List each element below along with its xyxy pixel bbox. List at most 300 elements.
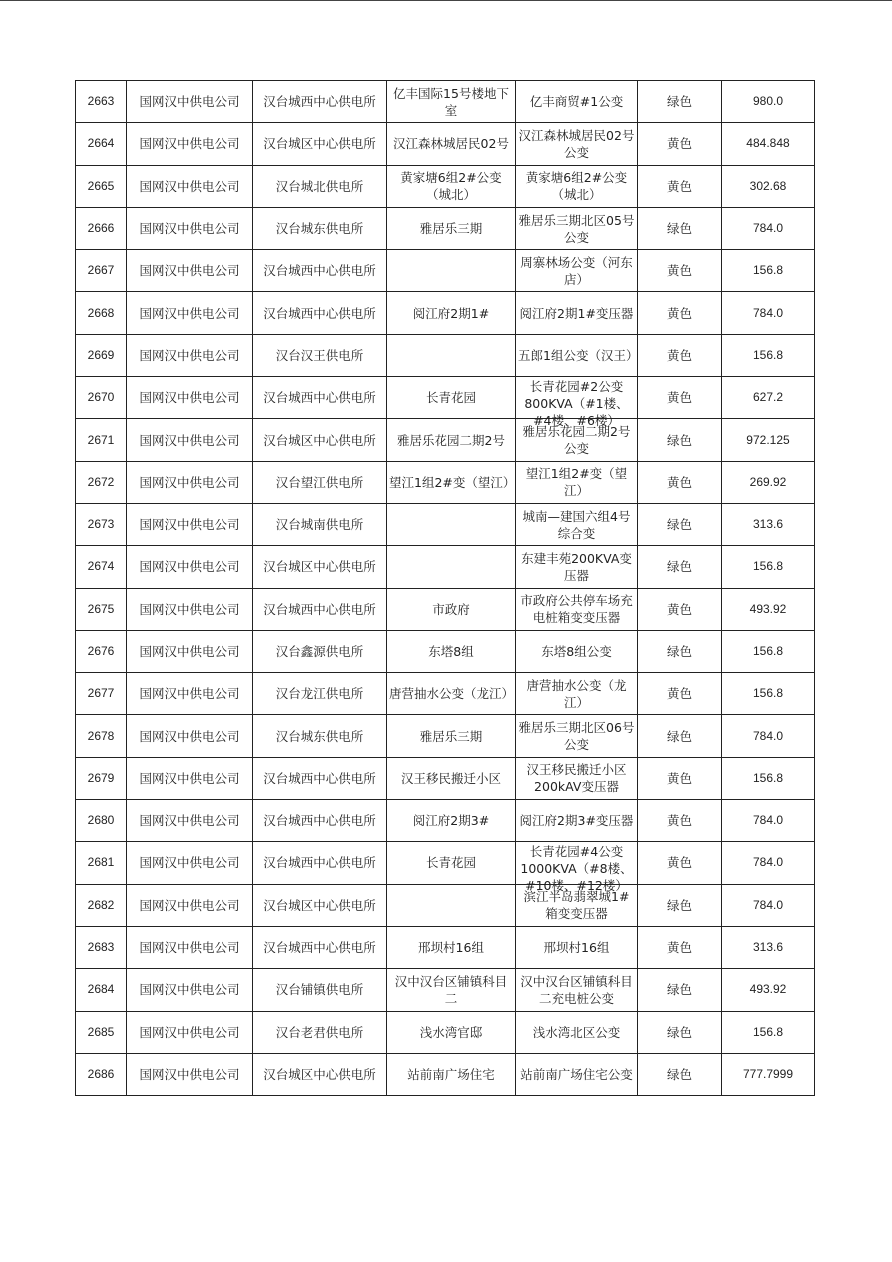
company-cell xyxy=(127,757,253,799)
row-number-cell xyxy=(76,377,127,419)
table-row xyxy=(76,1053,815,1095)
row-number-cell xyxy=(76,757,127,799)
row-number-cell-text: 2682 xyxy=(87,897,115,912)
site-cell xyxy=(387,842,516,884)
site-cell xyxy=(387,292,516,334)
supply-station-cell xyxy=(253,546,387,588)
row-number-cell-text: 2683 xyxy=(87,940,115,955)
capacity-value-cell-text: 156.8 xyxy=(752,559,784,574)
status-level-cell xyxy=(638,842,722,884)
transformer-cell xyxy=(516,419,638,461)
transformer-cell xyxy=(516,926,638,968)
row-number-cell-text: 2664 xyxy=(87,136,115,151)
status-level-cell xyxy=(638,81,722,123)
capacity-value-cell xyxy=(722,969,815,1011)
transformer-cell xyxy=(516,546,638,588)
status-level-cell xyxy=(638,969,722,1011)
capacity-value-cell xyxy=(722,207,815,249)
row-number-cell-text: 2668 xyxy=(87,305,115,320)
site-cell-text: 阅江府2期1# xyxy=(412,305,490,321)
transformer-cell xyxy=(516,123,638,165)
row-number-cell xyxy=(76,250,127,292)
company-cell-text: 国网汉中供电公司 xyxy=(139,1066,240,1082)
transformer-cell-text: 长青花园#2公变800KVA（#1楼、#4楼、#6楼） xyxy=(524,378,629,428)
row-number-cell xyxy=(76,419,127,461)
capacity-value-cell-text: 784.0 xyxy=(752,897,784,912)
site-cell xyxy=(387,884,516,926)
site-cell-text: 浅水湾官邸 xyxy=(419,1024,483,1040)
status-level-cell xyxy=(638,715,722,757)
transformer-cell-text: 东塔8组公变 xyxy=(541,644,612,659)
supply-station-cell-text: 汉台龙江供电所 xyxy=(275,686,364,702)
row-number-cell xyxy=(76,503,127,545)
capacity-value-cell-text: 156.8 xyxy=(752,770,784,785)
capacity-value-cell-text: 784.0 xyxy=(752,221,784,236)
transformer-cell xyxy=(516,207,638,249)
table-row xyxy=(76,292,815,334)
capacity-value-cell-text: 980.0 xyxy=(752,94,784,109)
row-number-cell-text: 2666 xyxy=(87,221,115,236)
status-level-cell xyxy=(638,250,722,292)
status-level-cell xyxy=(638,673,722,715)
row-number-cell-text: 2672 xyxy=(87,474,115,489)
status-level-cell xyxy=(638,546,722,588)
site-cell xyxy=(387,969,516,1011)
site-cell-text: 阅江府2期3# xyxy=(412,813,490,829)
row-number-cell-text: 2680 xyxy=(87,813,115,828)
site-cell-text: 雅居乐花园二期2号 xyxy=(397,432,505,448)
supply-station-cell xyxy=(253,503,387,545)
supply-station-cell-text: 汉台城北供电所 xyxy=(275,178,364,194)
supply-station-cell xyxy=(253,419,387,461)
capacity-value-cell xyxy=(722,630,815,672)
supply-station-cell-text: 汉台城区中心供电所 xyxy=(263,136,376,152)
status-level-cell-text: 黄色 xyxy=(666,813,692,829)
site-cell-text: 长青花园 xyxy=(425,390,476,406)
transformer-cell xyxy=(516,165,638,207)
capacity-value-cell xyxy=(722,292,815,334)
site-cell-text: 望江1组2#变（望江） xyxy=(389,474,516,490)
capacity-value-cell-text: 302.68 xyxy=(749,178,787,193)
company-cell-text: 国网汉中供电公司 xyxy=(139,263,240,279)
capacity-value-cell xyxy=(722,250,815,292)
row-number-cell xyxy=(76,884,127,926)
supply-station-cell xyxy=(253,757,387,799)
site-cell-text: 雅居乐三期 xyxy=(419,221,483,237)
table-row xyxy=(76,715,815,757)
supply-station-cell-text: 汉台城区中心供电所 xyxy=(263,897,376,913)
table-row xyxy=(76,1011,815,1053)
table-row xyxy=(76,800,815,842)
site-cell xyxy=(387,461,516,503)
capacity-value-cell-text: 313.6 xyxy=(752,517,784,532)
transformer-cell xyxy=(516,377,638,428)
table-row xyxy=(76,630,815,672)
company-cell xyxy=(127,630,253,672)
site-cell xyxy=(387,250,516,292)
status-level-cell xyxy=(638,588,722,630)
site-cell-text: 长青花园 xyxy=(425,855,476,871)
table-row xyxy=(76,673,815,715)
status-level-cell-text: 黄色 xyxy=(666,770,692,786)
site-cell xyxy=(387,1011,516,1053)
supply-station-cell-text: 汉台城西中心供电所 xyxy=(263,855,376,871)
status-level-cell xyxy=(638,926,722,968)
capacity-value-cell xyxy=(722,419,815,461)
table-row xyxy=(76,926,815,968)
transformer-cell-text: 黄家塘6组2#公变（城北） xyxy=(525,170,628,203)
row-number-cell-text: 2667 xyxy=(87,263,115,278)
supply-station-cell xyxy=(253,842,387,884)
supply-station-cell-text: 汉台城西中心供电所 xyxy=(263,305,376,321)
row-number-cell-text: 2675 xyxy=(87,601,115,616)
row-number-cell-text: 2677 xyxy=(87,686,115,701)
status-level-cell-text: 绿色 xyxy=(666,644,692,659)
supply-station-cell xyxy=(253,673,387,715)
company-cell-text: 国网汉中供电公司 xyxy=(139,982,240,998)
capacity-value-cell xyxy=(722,800,815,842)
status-level-cell xyxy=(638,165,722,207)
site-cell-text: 汉中汉台区铺镇科目二 xyxy=(394,973,508,1006)
company-cell-text: 国网汉中供电公司 xyxy=(139,601,240,617)
company-cell-text: 国网汉中供电公司 xyxy=(139,644,240,659)
company-cell-text: 国网汉中供电公司 xyxy=(139,432,240,448)
company-cell xyxy=(127,503,253,545)
transformer-cell-text: 雅居乐三期北区05号公变 xyxy=(518,212,635,245)
table-row xyxy=(76,377,815,419)
row-number-cell xyxy=(76,715,127,757)
capacity-value-cell xyxy=(722,715,815,757)
site-cell-text: 汉王移民搬迁小区 xyxy=(400,770,501,786)
capacity-value-cell-text: 269.92 xyxy=(749,474,787,489)
capacity-value-cell-text: 784.0 xyxy=(752,813,784,828)
company-cell xyxy=(127,334,253,376)
capacity-value-cell xyxy=(722,377,815,419)
status-level-cell-text: 绿色 xyxy=(666,982,692,998)
company-cell-text: 国网汉中供电公司 xyxy=(139,178,240,194)
capacity-value-cell xyxy=(722,588,815,630)
transformer-cell-text: 邢坝村16组 xyxy=(543,940,610,956)
site-cell-text: 亿丰国际15号楼地下室 xyxy=(393,85,509,118)
status-level-cell-text: 黄色 xyxy=(666,855,692,871)
transformer-table xyxy=(75,80,815,1096)
row-number-cell xyxy=(76,926,127,968)
site-cell-text: 汉江森林城居民02号 xyxy=(393,136,509,152)
capacity-value-cell xyxy=(722,842,815,884)
status-level-cell-text: 黄色 xyxy=(666,178,692,194)
company-cell xyxy=(127,588,253,630)
supply-station-cell-text: 汉台望江供电所 xyxy=(275,474,364,490)
transformer-cell xyxy=(516,292,638,334)
row-number-cell-text: 2676 xyxy=(87,644,115,658)
supply-station-cell-text: 汉台鑫源供电所 xyxy=(275,644,364,659)
site-cell xyxy=(387,123,516,165)
site-cell xyxy=(387,800,516,842)
status-level-cell xyxy=(638,1011,722,1053)
site-cell xyxy=(387,377,516,419)
status-level-cell-text: 黄色 xyxy=(666,686,692,702)
supply-station-cell-text: 汉台老君供电所 xyxy=(275,1024,364,1040)
capacity-value-cell-text: 784.0 xyxy=(752,305,784,320)
site-cell xyxy=(387,757,516,799)
supply-station-cell-text: 汉台城西中心供电所 xyxy=(263,94,376,110)
site-cell-text: 黄家塘6组2#公变（城北） xyxy=(400,170,502,203)
supply-station-cell xyxy=(253,377,387,419)
status-level-cell-text: 绿色 xyxy=(666,1024,692,1040)
table-row xyxy=(76,165,815,207)
transformer-cell-text: 站前南广场住宅公变 xyxy=(520,1066,633,1082)
table-row xyxy=(76,250,815,292)
company-cell xyxy=(127,81,253,123)
status-level-cell-text: 绿色 xyxy=(666,1066,692,1082)
company-cell-text: 国网汉中供电公司 xyxy=(139,221,240,237)
supply-station-cell xyxy=(253,165,387,207)
status-level-cell xyxy=(638,757,722,799)
company-cell-text: 国网汉中供电公司 xyxy=(139,897,240,913)
supply-station-cell xyxy=(253,884,387,926)
status-level-cell-text: 黄色 xyxy=(666,136,692,152)
transformer-cell xyxy=(516,715,638,757)
company-cell-text: 国网汉中供电公司 xyxy=(139,559,240,575)
company-cell-text: 国网汉中供电公司 xyxy=(139,94,240,110)
transformer-cell xyxy=(516,81,638,123)
row-number-cell xyxy=(76,334,127,376)
transformer-cell-text: 雅居乐花园二期2号公变 xyxy=(522,424,631,457)
company-cell xyxy=(127,800,253,842)
company-cell xyxy=(127,926,253,968)
capacity-value-cell xyxy=(722,1053,815,1095)
capacity-value-cell-text: 156.8 xyxy=(752,686,784,701)
company-cell xyxy=(127,207,253,249)
transformer-cell xyxy=(516,334,638,376)
status-level-cell-text: 绿色 xyxy=(666,897,692,913)
supply-station-cell-text: 汉台城西中心供电所 xyxy=(263,263,376,279)
table-row xyxy=(76,123,815,165)
status-level-cell xyxy=(638,334,722,376)
status-level-cell xyxy=(638,207,722,249)
supply-station-cell-text: 汉台城西中心供电所 xyxy=(263,940,376,956)
row-number-cell-text: 2679 xyxy=(87,770,115,785)
transformer-cell-text: 城南—建国六组4号综合变 xyxy=(522,508,631,541)
status-level-cell xyxy=(638,503,722,545)
site-cell-text: 邢坝村16组 xyxy=(418,940,484,956)
site-cell xyxy=(387,207,516,249)
transformer-cell-text: 滨江半岛翡翠城1#箱变变压器 xyxy=(523,889,630,922)
supply-station-cell xyxy=(253,1011,387,1053)
site-cell xyxy=(387,926,516,968)
supply-station-cell-text: 汉台城东供电所 xyxy=(275,728,364,744)
company-cell xyxy=(127,419,253,461)
company-cell xyxy=(127,884,253,926)
transformer-cell-text: 汉中汉台区铺镇科目二充电桩公变 xyxy=(520,973,633,1006)
status-level-cell xyxy=(638,461,722,503)
company-cell-text: 国网汉中供电公司 xyxy=(139,813,240,829)
row-number-cell-text: 2670 xyxy=(87,390,115,405)
site-cell xyxy=(387,715,516,757)
row-number-cell xyxy=(76,1011,127,1053)
row-number-cell xyxy=(76,207,127,249)
table-row xyxy=(76,969,815,1011)
supply-station-cell-text: 汉台城南供电所 xyxy=(275,517,364,533)
capacity-value-cell xyxy=(722,546,815,588)
status-level-cell-text: 黄色 xyxy=(666,940,692,956)
company-cell-text: 国网汉中供电公司 xyxy=(139,686,240,702)
supply-station-cell-text: 汉台城西中心供电所 xyxy=(263,813,376,829)
status-level-cell xyxy=(638,377,722,419)
row-number-cell-text: 2685 xyxy=(87,1024,115,1039)
transformer-cell-text: 阅江府2期1#变压器 xyxy=(519,305,634,321)
status-level-cell xyxy=(638,1053,722,1095)
status-level-cell xyxy=(638,419,722,461)
transformer-cell-text: 亿丰商贸#1公变 xyxy=(529,94,624,110)
row-number-cell xyxy=(76,630,127,672)
supply-station-cell xyxy=(253,1053,387,1095)
row-number-cell xyxy=(76,81,127,123)
capacity-value-cell xyxy=(722,884,815,926)
row-number-cell xyxy=(76,969,127,1011)
transformer-cell xyxy=(516,503,638,545)
table-row xyxy=(76,207,815,249)
supply-station-cell-text: 汉台城区中心供电所 xyxy=(263,559,376,575)
capacity-value-cell-text: 156.8 xyxy=(752,347,784,362)
status-level-cell-text: 绿色 xyxy=(666,517,692,533)
supply-station-cell xyxy=(253,630,387,672)
row-number-cell xyxy=(76,123,127,165)
transformer-cell-text: 五郎1组公变（汉王） xyxy=(518,347,639,363)
table-row xyxy=(76,503,815,545)
transformer-cell xyxy=(516,969,638,1011)
transformer-cell xyxy=(516,800,638,842)
company-cell-text: 国网汉中供电公司 xyxy=(139,855,240,871)
site-cell-text: 站前南广场住宅 xyxy=(407,1066,495,1082)
company-cell xyxy=(127,1011,253,1053)
company-cell xyxy=(127,165,253,207)
table-row xyxy=(76,419,815,461)
capacity-value-cell-text: 784.0 xyxy=(752,728,784,743)
transformer-cell-text: 长青花园#4公变1000KVA（#8楼、#10楼、#12楼） xyxy=(520,843,633,893)
transformer-cell-text: 周寨林场公变（河东店） xyxy=(520,254,633,287)
company-cell-text: 国网汉中供电公司 xyxy=(139,305,240,321)
capacity-value-cell-text: 627.2 xyxy=(752,390,784,405)
company-cell xyxy=(127,969,253,1011)
row-number-cell-text: 2674 xyxy=(87,559,115,574)
row-number-cell xyxy=(76,673,127,715)
status-level-cell-text: 黄色 xyxy=(666,390,692,406)
supply-station-cell-text: 汉台城西中心供电所 xyxy=(263,601,376,617)
site-cell xyxy=(387,546,516,588)
status-level-cell-text: 绿色 xyxy=(666,432,692,448)
capacity-value-cell-text: 972.125 xyxy=(746,432,790,447)
company-cell-text: 国网汉中供电公司 xyxy=(139,390,240,406)
site-cell xyxy=(387,419,516,461)
transformer-cell xyxy=(516,884,638,926)
site-cell xyxy=(387,334,516,376)
status-level-cell-text: 绿色 xyxy=(666,559,692,575)
transformer-cell xyxy=(516,250,638,292)
capacity-value-cell xyxy=(722,334,815,376)
row-number-cell-text: 2671 xyxy=(87,432,115,447)
status-level-cell xyxy=(638,630,722,672)
supply-station-cell-text: 汉台城区中心供电所 xyxy=(263,1066,376,1082)
supply-station-cell-text: 汉台汉王供电所 xyxy=(275,347,364,363)
status-level-cell-text: 绿色 xyxy=(666,94,692,110)
row-number-cell-text: 2673 xyxy=(87,517,115,532)
capacity-value-cell-text: 493.92 xyxy=(749,982,787,997)
row-number-cell-text: 2669 xyxy=(87,347,115,362)
row-number-cell-text: 2681 xyxy=(87,855,115,870)
row-number-cell-text: 2684 xyxy=(87,982,115,997)
site-cell-text: 雅居乐三期 xyxy=(419,728,483,744)
supply-station-cell-text: 汉台城东供电所 xyxy=(275,221,364,237)
company-cell xyxy=(127,377,253,419)
supply-station-cell xyxy=(253,926,387,968)
table-row xyxy=(76,334,815,376)
table-row xyxy=(76,757,815,799)
supply-station-cell xyxy=(253,461,387,503)
company-cell-text: 国网汉中供电公司 xyxy=(139,474,240,490)
site-cell-text: 唐营抽水公变（龙江） xyxy=(389,686,515,702)
company-cell xyxy=(127,292,253,334)
status-level-cell xyxy=(638,123,722,165)
company-cell xyxy=(127,461,253,503)
row-number-cell-text: 2678 xyxy=(87,728,115,743)
transformer-cell xyxy=(516,630,638,672)
capacity-value-cell xyxy=(722,673,815,715)
supply-station-cell-text: 汉台铺镇供电所 xyxy=(275,982,364,998)
transformer-cell-text: 东建丰苑200KVA变压器 xyxy=(521,550,632,583)
site-cell-text: 东塔8组 xyxy=(428,644,474,659)
status-level-cell-text: 绿色 xyxy=(666,728,692,744)
row-number-cell xyxy=(76,165,127,207)
status-level-cell-text: 黄色 xyxy=(666,347,692,363)
capacity-value-cell-text: 313.6 xyxy=(752,940,784,955)
capacity-value-cell xyxy=(722,123,815,165)
transformer-cell-text: 市政府公共停车场充电桩箱变变压器 xyxy=(520,593,633,626)
table-row xyxy=(76,461,815,503)
row-number-cell xyxy=(76,461,127,503)
supply-station-cell xyxy=(253,800,387,842)
table-row xyxy=(76,81,815,123)
transformer-cell-text: 汉江森林城居民02号公变 xyxy=(518,127,635,160)
row-number-cell xyxy=(76,588,127,630)
transformer-cell-text: 阅江府2期3#变压器 xyxy=(519,813,634,829)
transformer-cell xyxy=(516,842,638,893)
supply-station-cell xyxy=(253,588,387,630)
status-level-cell xyxy=(638,884,722,926)
company-cell xyxy=(127,673,253,715)
row-number-cell xyxy=(76,842,127,884)
transformer-cell xyxy=(516,461,638,503)
transformer-cell xyxy=(516,673,638,715)
company-cell xyxy=(127,1053,253,1095)
table-row xyxy=(76,884,815,926)
supply-station-cell xyxy=(253,123,387,165)
company-cell-text: 国网汉中供电公司 xyxy=(139,770,240,786)
supply-station-cell xyxy=(253,715,387,757)
supply-station-cell xyxy=(253,969,387,1011)
row-number-cell xyxy=(76,1053,127,1095)
company-cell xyxy=(127,250,253,292)
capacity-value-cell-text: 784.0 xyxy=(752,855,784,870)
page-top-rule xyxy=(0,0,892,1)
table-row xyxy=(76,588,815,630)
company-cell xyxy=(127,123,253,165)
capacity-value-cell-text: 484.848 xyxy=(746,136,790,151)
row-number-cell-text: 2686 xyxy=(87,1066,115,1081)
site-cell-text: 市政府 xyxy=(432,601,470,617)
company-cell-text: 国网汉中供电公司 xyxy=(139,728,240,744)
transformer-cell-text: 汉王移民搬迁小区200kAV变压器 xyxy=(526,762,627,795)
